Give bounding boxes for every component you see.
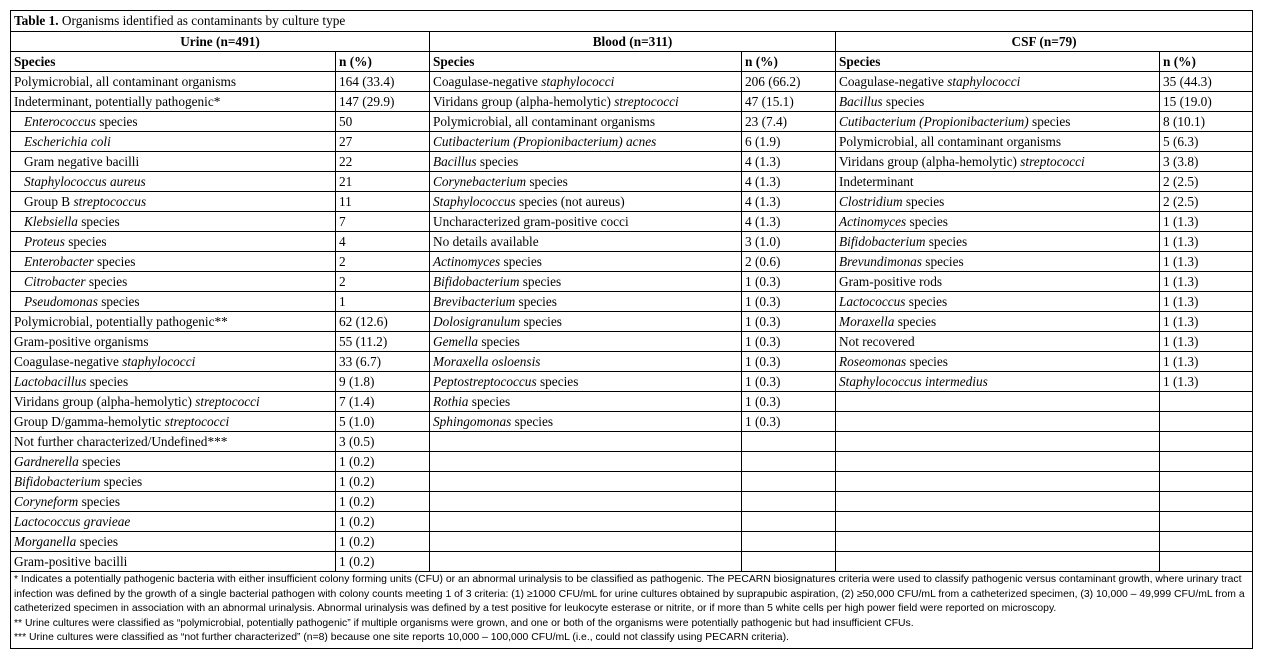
blood-species-cell — [430, 512, 742, 532]
csf-count-cell: 5 (6.3) — [1160, 132, 1253, 152]
blood-species-cell — [430, 212, 742, 232]
species-text: species — [85, 274, 128, 289]
csf-species-cell — [836, 72, 1160, 92]
urine-species-cell — [11, 232, 336, 252]
species-text: species — [476, 154, 519, 169]
species-text: species — [536, 374, 579, 389]
blood-species-cell — [430, 112, 742, 132]
urine-count-cell: 9 (1.8) — [336, 372, 430, 392]
csf-count-cell: 8 (10.1) — [1160, 112, 1253, 132]
csf-count-cell: 1 (1.3) — [1160, 292, 1253, 312]
species-text: Lactococcus gravieae — [14, 514, 131, 529]
species-text: species — [519, 274, 562, 289]
csf-species-cell — [836, 452, 1160, 472]
species-text: species — [97, 294, 140, 309]
urine-count-cell: 55 (11.2) — [336, 332, 430, 352]
blood-count-cell: 4 (1.3) — [742, 192, 836, 212]
species-text: Brevibacterium — [433, 294, 516, 309]
blood-species-cell — [430, 192, 742, 212]
blood-count-cell: 4 (1.3) — [742, 172, 836, 192]
species-text: Gram-positive organisms — [14, 334, 149, 349]
urine-species-cell — [11, 112, 336, 132]
species-text: species — [906, 354, 948, 369]
species-text: species — [77, 214, 120, 229]
blood-count-cell: 1 (0.3) — [742, 292, 836, 312]
blood-species-cell — [430, 172, 742, 192]
species-text: Coagulase-negative — [839, 74, 948, 89]
urine-species-cell — [11, 492, 336, 512]
csf-count-cell — [1160, 552, 1253, 572]
species-text: species (not aureus) — [515, 194, 625, 209]
species-text: Morganella — [14, 534, 77, 549]
species-text: species — [906, 214, 948, 229]
csf-species-cell — [836, 272, 1160, 292]
species-text: Cutibacterium (Propionibacterium) acnes — [433, 134, 657, 149]
csf-count-cell: 1 (1.3) — [1160, 232, 1253, 252]
species-text: Coagulase-negative — [14, 354, 123, 369]
urine-species-cell — [11, 72, 336, 92]
species-text: Moraxella — [839, 314, 895, 329]
blood-count-cell — [742, 532, 836, 552]
blood-species-cell — [430, 272, 742, 292]
csf-count-cell: 1 (1.3) — [1160, 352, 1253, 372]
urine-count-cell: 1 (0.2) — [336, 552, 430, 572]
csf-count-cell — [1160, 392, 1253, 412]
blood-species-cell — [430, 472, 742, 492]
blood-species-cell — [430, 392, 742, 412]
table-row — [11, 552, 1253, 572]
csf-species-cell — [836, 372, 1160, 392]
caption-label: Table 1. — [14, 13, 59, 28]
species-text: Proteus — [24, 234, 65, 249]
species-text: species — [93, 254, 136, 269]
footnote: ** Urine cultures were classified as “polymicrobial, potentially pathogenic” if multiple organisms were grown, and one or both of the organisms were potentially pathogenic but had insufficient CFUs. — [14, 617, 914, 629]
footnote: * Indicates a potentially pathogenic bacteria with either insufficient colony forming units (CFU) or an abnormal urinalysis to be classified as pathogenic. The PECARN biosignatures criteria were used to classify pathogenic versus contaminant growth, where urinary tract infection was defined by the growth of a single bacterial pathogen with colony counts meeting 1 of 3 criteria: (1) ≥1000 CFU/mL for urine cultures obtained by suprapubic aspiration, (2) ≥50,000 CFU/mL from a catheterized specimen, (3) 10,000 – 49,999 CFU/mL from a catheterized specimen in association with an abnormal urinalysis. Abnormal urinalysis was defined by a test positive for leukocyte esterase or nitrite, or if more than 5 white cells per high power field were reported on microscopy. — [14, 574, 1245, 615]
species-text: Bifidobacterium — [839, 234, 926, 249]
urine-count-cell: 22 — [336, 152, 430, 172]
species-text: Bacillus — [433, 154, 477, 169]
species-text: species — [902, 194, 945, 209]
urine-species-cell — [11, 472, 336, 492]
species-text: species — [921, 254, 964, 269]
species-text: species — [478, 334, 520, 349]
species-text: streptococci — [164, 414, 230, 429]
blood-species-cell — [430, 452, 742, 472]
urine-count-cell: 147 (29.9) — [336, 92, 430, 112]
species-text: Coagulase-negative — [433, 74, 542, 89]
species-text: Roseomonas — [839, 354, 907, 369]
species-text: Actinomyces — [839, 214, 907, 229]
blood-species-cell — [430, 252, 742, 272]
urine-species-cell — [11, 292, 336, 312]
group-header-urine: Urine (n=491) — [11, 32, 430, 52]
species-text: species — [925, 234, 968, 249]
species-text: Staphylococcus — [433, 194, 516, 209]
blood-species-cell — [430, 372, 742, 392]
blood-count-cell — [742, 472, 836, 492]
species-text: species — [78, 494, 120, 509]
species-text: species — [515, 294, 557, 309]
csf-species-header: Species — [836, 52, 1160, 72]
species-text: staphylococci — [122, 354, 196, 369]
urine-species-cell — [11, 532, 336, 552]
blood-count-cell: 1 (0.3) — [742, 332, 836, 352]
urine-count-cell: 62 (12.6) — [336, 312, 430, 332]
species-text: Citrobacter — [24, 274, 86, 289]
species-text: species — [882, 94, 925, 109]
urine-species-cell — [11, 192, 336, 212]
csf-species-cell — [836, 212, 1160, 232]
blood-species-cell — [430, 432, 742, 452]
blood-species-cell — [430, 532, 742, 552]
species-text: streptococci — [195, 394, 260, 409]
species-text: Enterococcus — [24, 114, 96, 129]
blood-species-cell — [430, 552, 742, 572]
species-text: Bacillus — [839, 94, 883, 109]
blood-species-cell — [430, 332, 742, 352]
species-text: Polymicrobial, all contaminant organisms — [839, 134, 1062, 149]
species-text: streptococci — [1020, 154, 1085, 169]
blood-count-cell: 4 (1.3) — [742, 152, 836, 172]
species-text: Peptostreptococcus — [433, 374, 537, 389]
species-text: Gram-positive bacilli — [14, 554, 128, 569]
table-row — [11, 412, 1253, 432]
csf-count-cell: 2 (2.5) — [1160, 192, 1253, 212]
urine-count-cell: 7 — [336, 212, 430, 232]
urine-count-cell: 1 — [336, 292, 430, 312]
table-row — [11, 132, 1253, 152]
urine-species-cell — [11, 152, 336, 172]
urine-n-header: n (%) — [336, 52, 430, 72]
species-text: Group B — [24, 194, 74, 209]
species-text: Viridans group (alpha-hemolytic) — [433, 94, 615, 109]
urine-count-cell: 1 (0.2) — [336, 512, 430, 532]
csf-species-cell — [836, 252, 1160, 272]
csf-species-cell — [836, 352, 1160, 372]
species-text: species — [78, 454, 121, 469]
group-header-blood: Blood (n=311) — [430, 32, 836, 52]
urine-count-cell: 1 (0.2) — [336, 532, 430, 552]
table-row — [11, 372, 1253, 392]
blood-count-cell: 3 (1.0) — [742, 232, 836, 252]
urine-species-cell — [11, 312, 336, 332]
table-row — [11, 252, 1253, 272]
urine-count-cell: 1 (0.2) — [336, 452, 430, 472]
species-text: Viridans group (alpha-hemolytic) — [839, 154, 1021, 169]
csf-species-cell — [836, 312, 1160, 332]
caption-text: Organisms identified as contaminants by culture type — [58, 13, 346, 28]
csf-species-cell — [836, 412, 1160, 432]
species-text: Group D/gamma-hemolytic — [14, 414, 165, 429]
csf-species-cell — [836, 192, 1160, 212]
csf-n-header: n (%) — [1160, 52, 1253, 72]
csf-count-cell: 1 (1.3) — [1160, 252, 1253, 272]
footnotes-row — [11, 572, 1253, 649]
species-text: Actinomyces — [433, 254, 501, 269]
species-text: species — [894, 314, 937, 329]
table-row — [11, 232, 1253, 252]
blood-count-cell: 206 (66.2) — [742, 72, 836, 92]
blood-species-cell — [430, 232, 742, 252]
urine-species-header: Species — [11, 52, 336, 72]
blood-count-cell — [742, 452, 836, 472]
blood-species-cell — [430, 492, 742, 512]
table-row — [11, 472, 1253, 492]
urine-species-cell — [11, 452, 336, 472]
species-text: Gram negative bacilli — [24, 154, 140, 169]
species-text: species — [526, 174, 568, 189]
species-text: No details available — [433, 234, 539, 249]
csf-count-cell: 1 (1.3) — [1160, 272, 1253, 292]
species-text: Escherichia coli — [24, 134, 111, 149]
species-text: Lactobacillus — [14, 374, 87, 389]
blood-count-cell: 47 (15.1) — [742, 92, 836, 112]
species-text: Gram-positive rods — [839, 274, 943, 289]
table-footnotes — [11, 572, 1253, 649]
species-text: Indeterminant — [839, 174, 914, 189]
blood-species-cell — [430, 312, 742, 332]
csf-species-cell — [836, 292, 1160, 312]
blood-count-cell: 1 (0.3) — [742, 392, 836, 412]
species-text: staphylococci — [541, 74, 615, 89]
table-row — [11, 112, 1253, 132]
csf-species-cell — [836, 172, 1160, 192]
csf-species-cell — [836, 152, 1160, 172]
urine-species-cell — [11, 92, 336, 112]
csf-count-cell: 15 (19.0) — [1160, 92, 1253, 112]
urine-species-cell — [11, 212, 336, 232]
urine-count-cell: 21 — [336, 172, 430, 192]
species-text: Cutibacterium (Propionibacterium) — [839, 114, 1029, 129]
csf-count-cell — [1160, 412, 1253, 432]
species-text: Pseudomonas — [24, 294, 98, 309]
csf-count-cell — [1160, 472, 1253, 492]
blood-count-cell — [742, 552, 836, 572]
table-row — [11, 392, 1253, 412]
species-text: species — [64, 234, 107, 249]
csf-count-cell — [1160, 492, 1253, 512]
species-text: Bifidobacterium — [14, 474, 101, 489]
csf-count-cell: 3 (3.8) — [1160, 152, 1253, 172]
caption-row — [11, 11, 1253, 32]
csf-species-cell — [836, 492, 1160, 512]
blood-species-header: Species — [430, 52, 742, 72]
csf-count-cell: 2 (2.5) — [1160, 172, 1253, 192]
species-text: Lactococcus — [839, 294, 906, 309]
blood-species-cell — [430, 92, 742, 112]
species-text: Sphingomonas — [433, 414, 512, 429]
blood-n-header: n (%) — [742, 52, 836, 72]
urine-count-cell: 11 — [336, 192, 430, 212]
species-text: species — [905, 294, 948, 309]
table-row — [11, 192, 1253, 212]
blood-species-cell — [430, 412, 742, 432]
csf-count-cell — [1160, 512, 1253, 532]
table-row — [11, 92, 1253, 112]
blood-species-cell — [430, 352, 742, 372]
urine-species-cell — [11, 412, 336, 432]
species-text: Bifidobacterium — [433, 274, 520, 289]
csf-species-cell — [836, 332, 1160, 352]
urine-species-cell — [11, 552, 336, 572]
blood-species-cell — [430, 132, 742, 152]
group-header-row — [11, 32, 1253, 52]
species-text: species — [95, 114, 138, 129]
species-text: Gardnerella — [14, 454, 79, 469]
species-text: Not recovered — [839, 334, 915, 349]
csf-species-cell — [836, 392, 1160, 412]
blood-count-cell — [742, 512, 836, 532]
species-text: Not further characterized/Undefined*** — [14, 434, 228, 449]
column-header-row — [11, 52, 1253, 72]
csf-count-cell: 1 (1.3) — [1160, 332, 1253, 352]
species-text: staphylococci — [947, 74, 1021, 89]
table-row — [11, 532, 1253, 552]
csf-species-cell — [836, 512, 1160, 532]
urine-species-cell — [11, 392, 336, 412]
table-row — [11, 432, 1253, 452]
blood-count-cell: 6 (1.9) — [742, 132, 836, 152]
urine-species-cell — [11, 132, 336, 152]
urine-count-cell: 50 — [336, 112, 430, 132]
blood-species-cell — [430, 72, 742, 92]
species-text: species — [511, 414, 554, 429]
species-text: Viridans group (alpha-hemolytic) — [14, 394, 196, 409]
table-row — [11, 512, 1253, 532]
species-text: streptococcus — [73, 194, 147, 209]
csf-species-cell — [836, 552, 1160, 572]
species-text: species — [500, 254, 542, 269]
csf-species-cell — [836, 432, 1160, 452]
urine-count-cell: 3 (0.5) — [336, 432, 430, 452]
urine-count-cell: 7 (1.4) — [336, 392, 430, 412]
urine-species-cell — [11, 352, 336, 372]
urine-count-cell: 1 (0.2) — [336, 492, 430, 512]
urine-count-cell: 27 — [336, 132, 430, 152]
blood-count-cell — [742, 432, 836, 452]
species-text: species — [1028, 114, 1071, 129]
urine-count-cell: 1 (0.2) — [336, 472, 430, 492]
table-row — [11, 352, 1253, 372]
table-row — [11, 492, 1253, 512]
csf-species-cell — [836, 112, 1160, 132]
species-text: species — [100, 474, 143, 489]
species-text: Polymicrobial, all contaminant organisms — [14, 74, 237, 89]
species-text: Brevundimonas — [839, 254, 922, 269]
species-text: Corynebacterium — [433, 174, 527, 189]
species-text: Dolosigranulum — [433, 314, 521, 329]
blood-count-cell: 1 (0.3) — [742, 412, 836, 432]
blood-count-cell: 1 (0.3) — [742, 312, 836, 332]
urine-species-cell — [11, 372, 336, 392]
species-text: Enterobacter — [24, 254, 94, 269]
blood-count-cell: 2 (0.6) — [742, 252, 836, 272]
species-text: Indeterminant, potentially pathogenic* — [14, 94, 221, 109]
blood-count-cell: 1 (0.3) — [742, 372, 836, 392]
csf-species-cell — [836, 92, 1160, 112]
csf-species-cell — [836, 472, 1160, 492]
table-row — [11, 292, 1253, 312]
urine-species-cell — [11, 432, 336, 452]
table-row — [11, 72, 1253, 92]
table-row — [11, 272, 1253, 292]
csf-species-cell — [836, 132, 1160, 152]
urine-species-cell — [11, 332, 336, 352]
csf-count-cell: 1 (1.3) — [1160, 372, 1253, 392]
urine-count-cell: 2 — [336, 272, 430, 292]
species-text: Rothia — [433, 394, 469, 409]
table-row — [11, 152, 1253, 172]
blood-count-cell: 23 (7.4) — [742, 112, 836, 132]
table-row — [11, 452, 1253, 472]
blood-count-cell: 4 (1.3) — [742, 212, 836, 232]
species-text: species — [76, 534, 119, 549]
urine-count-cell: 4 — [336, 232, 430, 252]
urine-species-cell — [11, 252, 336, 272]
blood-count-cell: 1 (0.3) — [742, 272, 836, 292]
table-row — [11, 332, 1253, 352]
table-row — [11, 212, 1253, 232]
species-text: Moraxella osloensis — [433, 354, 541, 369]
species-text: Polymicrobial, all contaminant organisms — [433, 114, 656, 129]
csf-count-cell — [1160, 432, 1253, 452]
csf-count-cell: 1 (1.3) — [1160, 312, 1253, 332]
urine-species-cell — [11, 272, 336, 292]
species-text: Klebsiella — [24, 214, 78, 229]
table-row — [11, 172, 1253, 192]
csf-count-cell: 35 (44.3) — [1160, 72, 1253, 92]
blood-species-cell — [430, 292, 742, 312]
blood-count-cell: 1 (0.3) — [742, 352, 836, 372]
urine-count-cell: 2 — [336, 252, 430, 272]
urine-count-cell: 164 (33.4) — [336, 72, 430, 92]
urine-count-cell: 5 (1.0) — [336, 412, 430, 432]
csf-count-cell — [1160, 452, 1253, 472]
csf-count-cell: 1 (1.3) — [1160, 212, 1253, 232]
species-text: species — [468, 394, 511, 409]
blood-count-cell — [742, 492, 836, 512]
species-text: Staphylococcus intermedius — [839, 374, 988, 389]
species-text: Coryneform — [14, 494, 79, 509]
table-row — [11, 312, 1253, 332]
contaminants-table — [10, 10, 1253, 649]
urine-count-cell: 33 (6.7) — [336, 352, 430, 372]
footnote: *** Urine cultures were classified as “not further characterized” (n=8) because one site reports 10,000 – 100,000 CFU/mL (i.e., could not classify using PECARN criteria). — [14, 632, 789, 644]
species-text: species — [520, 314, 562, 329]
blood-species-cell — [430, 152, 742, 172]
species-text: Clostridium — [839, 194, 903, 209]
species-text: Uncharacterized gram-positive cocci — [433, 214, 629, 229]
csf-species-cell — [836, 232, 1160, 252]
species-text: species — [86, 374, 129, 389]
species-text: streptococci — [614, 94, 679, 109]
species-text: Gemella — [433, 334, 479, 349]
group-header-csf: CSF (n=79) — [836, 32, 1253, 52]
species-text: Staphylococcus aureus — [24, 174, 146, 189]
urine-species-cell — [11, 172, 336, 192]
urine-species-cell — [11, 512, 336, 532]
table-caption — [11, 11, 1253, 32]
csf-species-cell — [836, 532, 1160, 552]
species-text: Polymicrobial, potentially pathogenic** — [14, 314, 228, 329]
csf-count-cell — [1160, 532, 1253, 552]
